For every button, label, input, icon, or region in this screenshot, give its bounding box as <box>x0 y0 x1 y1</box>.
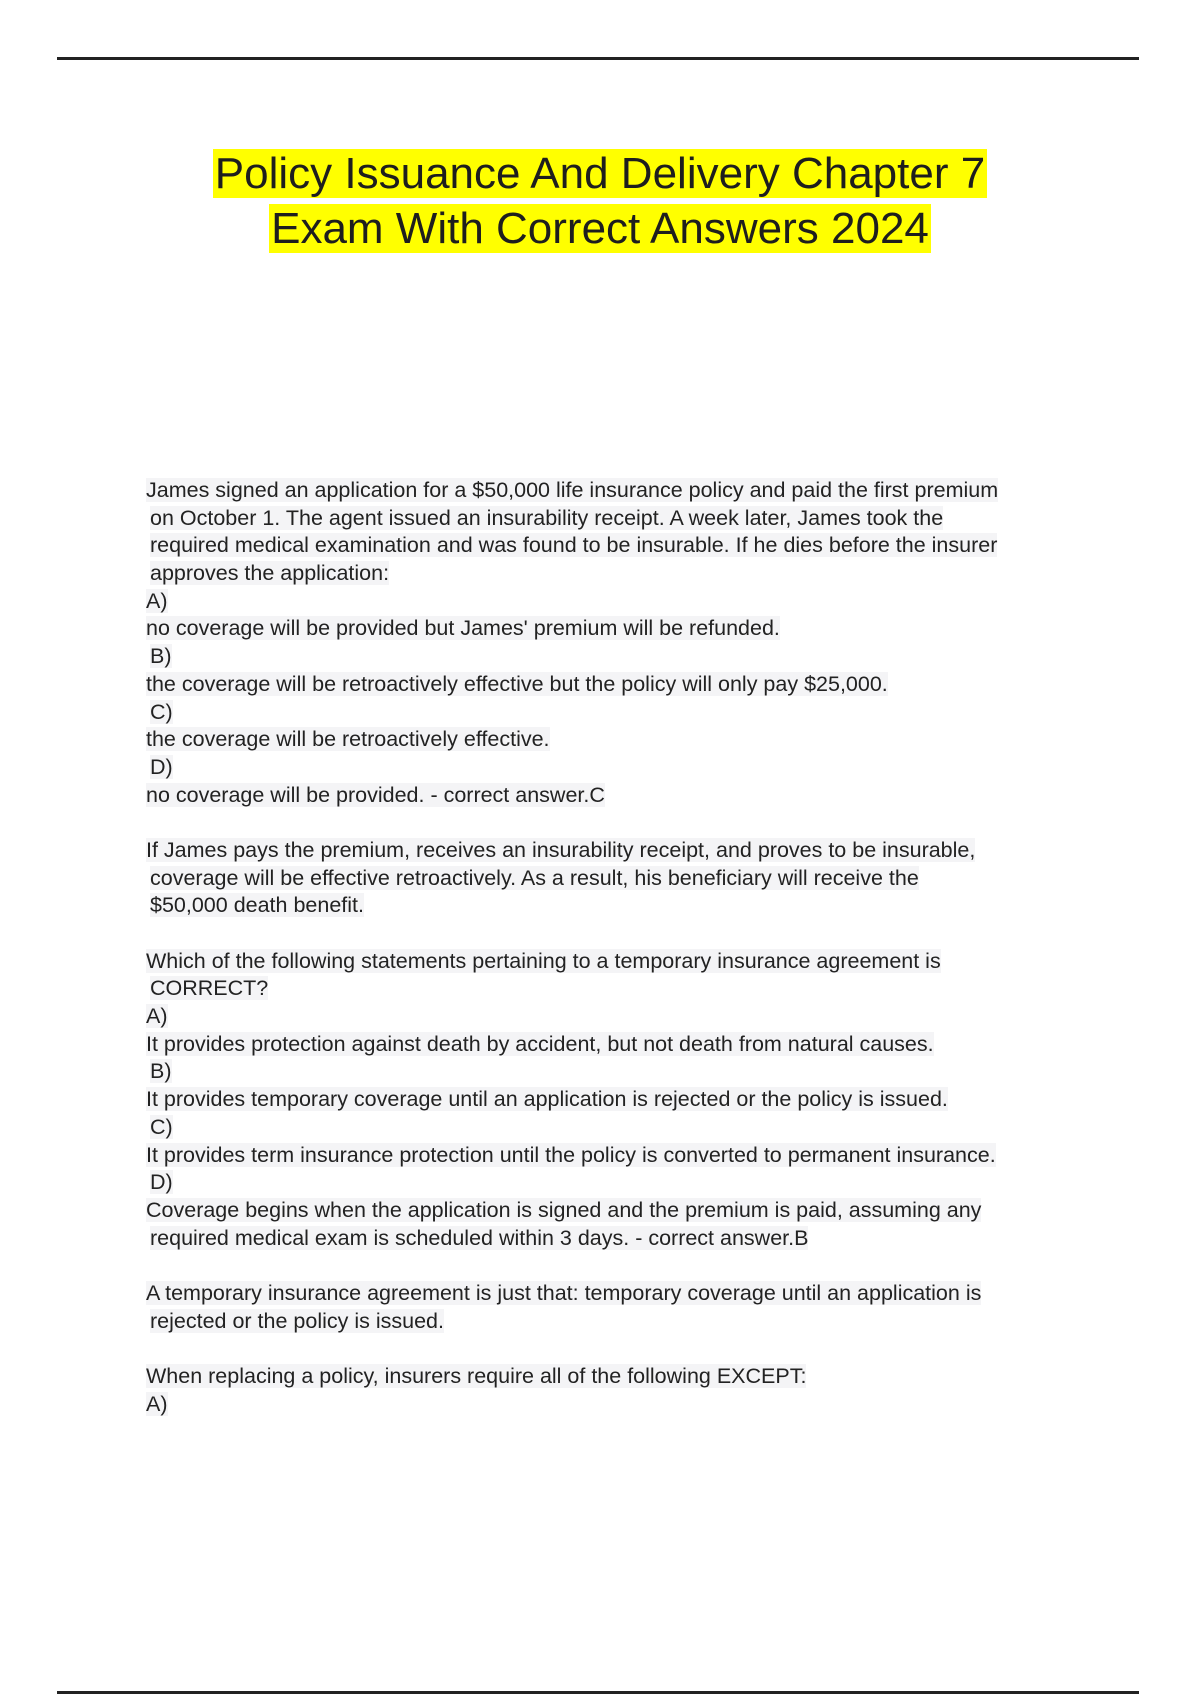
option-text: It provides temporary coverage until an application is rejected or the policy is issued. <box>146 1087 948 1112</box>
question-stem: on October 1. The agent issued an insurability receipt. A week later, James took the <box>150 505 944 530</box>
question-stem: required medical examination and was found to be insurable. If he dies before the insurer <box>150 533 998 558</box>
question-3 <box>146 1363 1106 1418</box>
option-text-answer: no coverage will be provided. - correct answer.C <box>146 782 605 807</box>
question-stem: James signed an application for a $50,000 life insurance policy and paid the first premium <box>146 478 999 502</box>
explanation: rejected or the policy is issued. <box>150 1308 444 1333</box>
question-stem: approves the application: <box>150 561 390 586</box>
title-line-2: Exam With Correct Answers 2024 <box>271 204 929 253</box>
explanation: A temporary insurance agreement is just that: temporary coverage until an application is <box>146 1280 982 1305</box>
option-text: the coverage will be retroactively effective but the policy will only pay $25,000. <box>146 671 888 696</box>
option-label: D) <box>150 754 173 779</box>
question-stem: Which of the following statements pertaining to a temporary insurance agreement is <box>146 948 941 973</box>
option-text: the coverage will be retroactively effective. <box>146 727 550 752</box>
header-rule <box>57 57 1139 60</box>
explanation: If James pays the premium, receives an insurability receipt, and proves to be insurable, <box>146 837 976 862</box>
option-text: no coverage will be provided but James' premium will be refunded. <box>146 616 780 641</box>
option-text: Coverage begins when the application is signed and the premium is paid, assuming any <box>146 1197 982 1222</box>
option-label: B) <box>150 644 172 669</box>
option-label: A) <box>146 588 168 613</box>
option-text: It provides term insurance protection until the policy is converted to permanent insurance. <box>146 1142 996 1167</box>
explanation: $50,000 death benefit. <box>150 893 364 918</box>
explanation: coverage will be effective retroactively. As a result, his beneficiary will receive the <box>150 865 919 890</box>
option-text-answer: required medical exam is scheduled within 3 days. - correct answer.B <box>150 1225 809 1250</box>
option-label: C) <box>150 1114 173 1139</box>
option-label: C) <box>150 699 173 724</box>
question-stem: When replacing a policy, insurers require all of the following EXCEPT: <box>146 1364 807 1388</box>
option-text: It provides protection against death by accident, but not death from natural causes. <box>146 1031 934 1056</box>
title-line-1: Policy Issuance And Delivery Chapter 7 <box>214 149 986 198</box>
option-label: D) <box>150 1170 173 1195</box>
document-title <box>0 146 1200 256</box>
option-label: A) <box>146 1391 168 1416</box>
option-label: B) <box>150 1059 172 1084</box>
question-2 <box>146 948 1106 1363</box>
question-stem: CORRECT? <box>150 976 269 1001</box>
option-label: A) <box>146 1004 168 1029</box>
document-body <box>146 477 1106 1418</box>
footer-rule <box>57 1691 1139 1694</box>
question-1 <box>146 477 1106 948</box>
